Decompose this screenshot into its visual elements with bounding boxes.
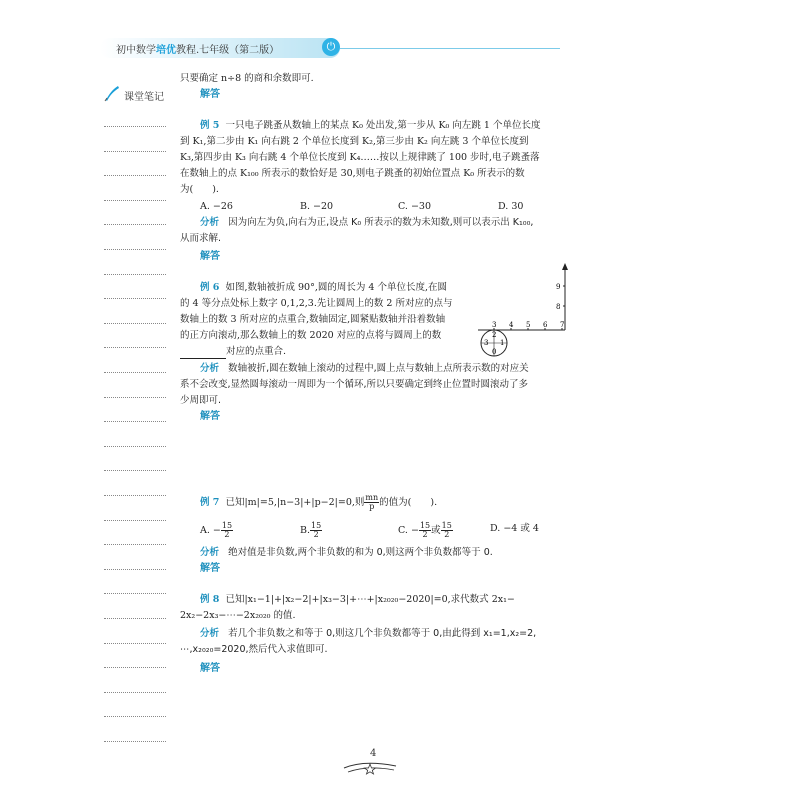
circle-label: 1	[500, 339, 505, 347]
page-header	[100, 36, 340, 62]
notes-sidebar	[104, 84, 166, 724]
header-rule	[340, 48, 560, 49]
example-5-line3: K₃,第四步由 K₃ 向右跳 4 个单位长度到 K₄……按以上规律跳了 100 步时,电子跳蚤落	[180, 152, 540, 163]
example-8-line1: 例 8 已知|x₁−1|+|x₂−2|+|x₃−3|+⋯+|x₂₀₂₀−2020|=0,求代数式 2x₁−	[200, 594, 515, 605]
choice-b: B. $\frac{15}{2}$	[300, 521, 322, 539]
axis-tick-label: 3	[492, 321, 497, 329]
folded-number-line-figure	[470, 262, 580, 362]
note-line	[104, 347, 166, 348]
example-5-line1: 例 5 一只电子跳蚤从数轴上的某点 K₀ 处出发,第一步从 K₀ 向左跳 1 个单位长度	[200, 120, 541, 131]
pen-icon	[104, 84, 120, 102]
choice-a: A. −26	[200, 201, 233, 212]
star-swoosh-icon	[340, 758, 400, 776]
answer-blank	[180, 348, 226, 359]
note-line	[104, 667, 166, 668]
note-line	[104, 274, 166, 275]
note-line	[104, 495, 166, 496]
circle-label: 0	[492, 348, 497, 356]
axis-tick-label: 4	[509, 321, 514, 329]
note-line	[104, 470, 166, 471]
axis-tick-label: 5	[526, 321, 531, 329]
note-line	[104, 249, 166, 250]
example-5-line5: 为( ).	[180, 184, 219, 195]
choice-c: C. −30	[398, 201, 432, 212]
circle-label: 3	[484, 339, 489, 347]
example-5-analysis-line2: 从而求解.	[180, 233, 222, 244]
power-icon: ⏻	[322, 38, 340, 56]
example-6-analysis-line3: 少周即可.	[180, 395, 222, 406]
header-title: 初中数学培优教程.七年级（第二版）	[116, 45, 280, 56]
example-8-line2: 2x₂−2x₃−⋯−2x₂₀₂₀ 的值.	[180, 610, 296, 621]
note-line	[104, 593, 166, 594]
answer-label: 解答	[200, 251, 220, 262]
choice-b: B. −20	[300, 201, 334, 212]
note-line	[104, 151, 166, 152]
example-5-line2: 到 K₁,第二步由 K₁ 向右跳 2 个单位长度到 K₂,第三步由 K₂ 向左跳 3 个单位长度到	[180, 136, 529, 147]
text-line: 只要确定 n÷8 的商和余数即可.	[180, 73, 314, 84]
example-8-analysis: 分析 若几个非负数之和等于 0,则这几个非负数都等于 0,由此得到 x₁=1,x₂=2,	[200, 628, 537, 639]
header-highlight: 培优	[156, 45, 176, 56]
answer-label: 解答	[200, 663, 220, 674]
example-6-line3: 数轴上的数 3 所对应的点重合,数轴固定,圆紧贴数轴并沿着数轴	[180, 314, 446, 325]
answer-label: 解答	[200, 411, 220, 422]
note-line	[104, 692, 166, 693]
note-line	[104, 421, 166, 422]
circle-label: 2	[492, 331, 497, 339]
example-7-analysis: 分析 绝对值是非负数,两个非负数的和为 0,则这两个非负数都等于 0.	[200, 547, 493, 558]
choice-d: D. 30	[498, 201, 524, 212]
axis-tick-label: 9	[556, 283, 561, 291]
note-line	[104, 323, 166, 324]
arrow-icon	[562, 263, 568, 270]
answer-label: 解答	[200, 89, 220, 100]
note-line	[104, 446, 166, 447]
notes-label: 课堂笔记	[124, 92, 164, 103]
note-line	[104, 741, 166, 742]
example-7-line1: 例 7 已知|m|=5,|n−3|+|p−2|=0,则 $\frac{mn}{p}$ 的值为( ).	[200, 493, 438, 511]
example-8-analysis-line2: ⋯,x₂₀₂₀=2020,然后代入求值即可.	[180, 644, 328, 655]
note-line	[104, 372, 166, 373]
answer-label: 解答	[200, 563, 220, 574]
example-6-line4: 的正方向滚动,那么数轴上的数 2020 对应的点将与圆周上的数	[180, 330, 442, 341]
example-6-line5: 对应的点重合.	[180, 345, 286, 359]
choice-c: C. − $\frac{15}{2}$ 或 $\frac{15}{2}$	[398, 521, 452, 539]
page-number: 4	[370, 748, 377, 759]
fraction: $\frac{mn}{p}$	[365, 493, 379, 511]
note-line	[104, 200, 166, 201]
axis-tick-label: 6	[543, 321, 548, 329]
note-line	[104, 298, 166, 299]
choice-a: A. − $\frac{15}{2}$	[200, 521, 233, 539]
notes-header	[104, 84, 174, 102]
note-line	[104, 716, 166, 717]
note-line	[104, 569, 166, 570]
example-5-analysis: 分析 因为向左为负,向右为正,设点 K₀ 所表示的数为未知数,则可以表示出 K₁₀₀,	[200, 217, 534, 228]
example-5-line4: 在数轴上的点 K₁₀₀ 所表示的数恰好是 30,则电子跳蚤的初始位置点 K₀ 所表示的数	[180, 168, 525, 179]
note-line	[104, 520, 166, 521]
note-line	[104, 175, 166, 176]
page-footer	[340, 748, 400, 778]
note-line	[104, 544, 166, 545]
note-line	[104, 643, 166, 644]
example-6-line2: 的 4 等分点处标上数字 0,1,2,3.先让圆周上的数 2 所对应的点与	[180, 298, 453, 309]
example-6-analysis-line2: 系不会改变,显然圆每滚动一周即为一个循环,所以只要确定到终止位置时圆滚动了多	[180, 379, 529, 390]
note-line	[104, 397, 166, 398]
note-line	[104, 618, 166, 619]
note-line	[104, 224, 166, 225]
note-line	[104, 126, 166, 127]
axis-tick-label: 8	[556, 303, 561, 311]
example-6-line1: 例 6 如图,数轴被折成 90°,圆的周长为 4 个单位长度,在圆	[200, 282, 447, 293]
example-6-analysis: 分析 数轴被折,圆在数轴上滚动的过程中,圆上点与数轴上点所表示数的对应关	[200, 363, 529, 374]
axis-tick-label: 7	[560, 321, 565, 329]
choice-d: D. −4 或 4	[490, 523, 539, 534]
